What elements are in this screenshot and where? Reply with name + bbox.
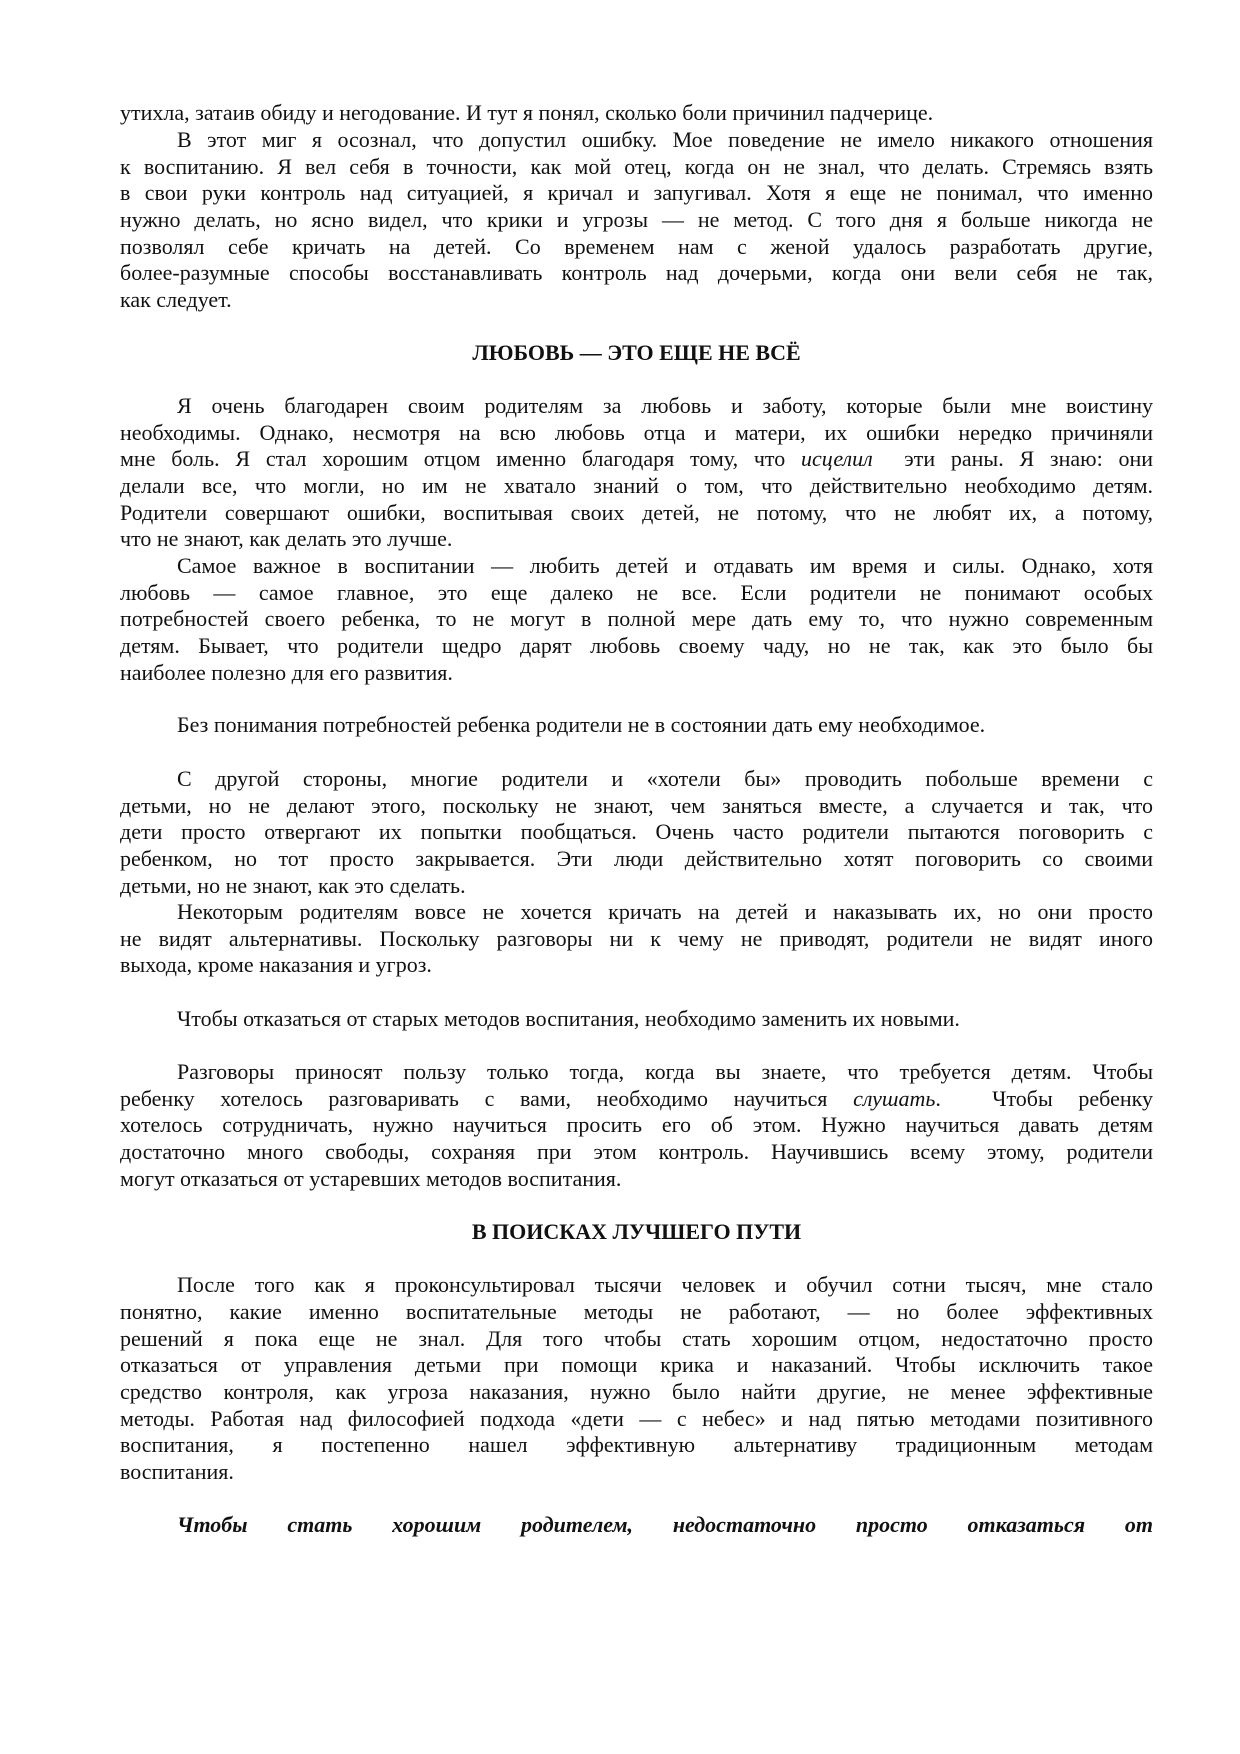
- text-line: нужно делать, но ясно видел, что крики и угрозы — не метод. С того дня я больше никогда не: [120, 207, 1153, 232]
- text-fragment: мне боль. Я стал хорошим отцом именно благодаря тому, что: [120, 446, 802, 471]
- text-line: детям. Бывает, что родители щедро дарят любовь своему чаду, но не так, как это было бы: [120, 633, 1153, 658]
- paragraph-first-line: Некоторым родителям вовсе не хочется кричать на детей и наказывать их, но они просто: [177, 899, 1153, 924]
- text-line: методы. Работая над философией подхода «дети — с небес» и над пятью методами позитивного: [120, 1406, 1153, 1431]
- text-fragment: эти раны. Я знаю: они: [872, 446, 1153, 471]
- highlighted-statement: Чтобы отказаться от старых методов воспитания, необходимо заменить их новыми.: [177, 1006, 960, 1031]
- text-line: средство контроля, как угроза наказания, нужно было найти другие, не менее эффективные: [120, 1379, 1153, 1404]
- paragraph-first-line: Я очень благодарен своим родителям за любовь и заботу, которые были мне воистину: [177, 393, 1153, 418]
- text-line-with-emphasis: [120, 446, 1153, 472]
- text-line: необходимы. Однако, несмотря на всю любовь отца и матери, их ошибки нередко причиняли: [120, 420, 1153, 445]
- text-line: к воспитанию. Я вел себя в точности, как мой отец, когда он не знал, что делать. Стремясь взять: [120, 154, 1153, 179]
- text-line: ребенком, но тот просто закрывается. Эти люди действительно хотят поговорить со своими: [120, 846, 1153, 871]
- text-line: воспитания, я постепенно нашел эффективную альтернативу традиционным методам: [120, 1432, 1153, 1457]
- text-line: выхода, кроме наказания и угроз.: [120, 952, 432, 977]
- text-line: отказаться от управления детьми при помощи крика и наказаний. Чтобы исключить такое: [120, 1352, 1153, 1377]
- text-line: наиболее полезно для его развития.: [120, 660, 453, 685]
- text-line: делали все, что могли, но им не хватало знаний о том, что действительно необходимо детям.: [120, 473, 1153, 498]
- italic-word: исцелил: [801, 446, 873, 471]
- paragraph-first-line: В этот миг я осознал, что допустил ошибку. Мое поведение не имело никакого отношения: [177, 127, 1153, 152]
- text-fragment: . Чтобы ребенку: [935, 1086, 1153, 1111]
- text-line: более-разумные способы восстанавливать контроль над дочерьми, когда они вели себя не так,: [120, 260, 1153, 285]
- section-heading: ЛЮБОВЬ — ЭТО ЕЩЕ НЕ ВСЁ: [472, 340, 801, 365]
- highlighted-statement: Без понимания потребностей ребенка родители не в состоянии дать ему необходимое.: [177, 712, 986, 737]
- bold-italic-statement: Чтобы стать хорошим родителем, недостаточно просто отказаться от: [177, 1512, 1153, 1537]
- text-line: Родители совершают ошибки, воспитывая своих детей, не потому, что не любят их, а потому,: [120, 500, 1153, 525]
- text-line: понятно, какие именно воспитательные методы не работают, — но более эффективных: [120, 1299, 1153, 1324]
- text-line: в свои руки контроль над ситуацией, я кричал и запугивал. Хотя я еще не понимал, что именно: [120, 180, 1153, 205]
- paragraph-first-line: С другой стороны, многие родители и «хотели бы» проводить побольше времени с: [177, 766, 1153, 791]
- paragraph-first-line: После того как я проконсультировал тысячи человек и обучил сотни тысяч, мне стало: [177, 1272, 1153, 1297]
- text-line: как следует.: [120, 287, 232, 312]
- text-line: утихла, затаив обиду и негодование. И тут я понял, сколько боли причинил падчерице.: [120, 100, 934, 125]
- text-line: потребностей своего ребенка, то не могут в полной мере дать ему то, что нужно современным: [120, 606, 1153, 631]
- text-line: могут отказаться от устаревших методов воспитания.: [120, 1166, 622, 1191]
- paragraph-first-line: Разговоры приносят пользу только тогда, когда вы знаете, что требуется детям. Чтобы: [177, 1059, 1153, 1084]
- text-line: любовь — самое главное, это еще далеко не все. Если родители не понимают особых: [120, 580, 1153, 605]
- text-line: не видят альтернативы. Поскольку разговоры ни к чему не приводят, родители не видят иного: [120, 926, 1153, 951]
- text-line-with-emphasis: [120, 1086, 1153, 1112]
- text-line: хотелось сотрудничать, нужно научиться просить его об этом. Нужно научиться давать детям: [120, 1112, 1153, 1137]
- text-fragment: ребенку хотелось разговаривать с вами, необходимо научиться: [120, 1086, 854, 1111]
- section-heading: В ПОИСКАХ ЛУЧШЕГО ПУТИ: [471, 1219, 802, 1244]
- text-line: детьми, но не знают, как это сделать.: [120, 873, 466, 898]
- italic-word: слушать: [853, 1086, 936, 1111]
- text-line: решений я пока еще не знал. Для того чтобы стать хорошим отцом, недостаточно просто: [120, 1326, 1153, 1351]
- paragraph-first-line: Самое важное в воспитании — любить детей и отдавать им время и силы. Однако, хотя: [177, 553, 1153, 578]
- text-line: позволял себе кричать на детей. Со временем нам с женой удалось разработать другие,: [120, 234, 1153, 259]
- text-line: что не знают, как делать это лучше.: [120, 526, 453, 551]
- text-line: дети просто отвергают их попытки пообщаться. Очень часто родители пытаются поговорить с: [120, 819, 1153, 844]
- text-line: детьми, но не делают этого, поскольку не знают, чем заняться вместе, а случается и так, что: [120, 793, 1153, 818]
- text-line: достаточно много свободы, сохраняя при этом контроль. Научившись всему этому, родители: [120, 1139, 1153, 1164]
- text-line: воспитания.: [120, 1459, 234, 1484]
